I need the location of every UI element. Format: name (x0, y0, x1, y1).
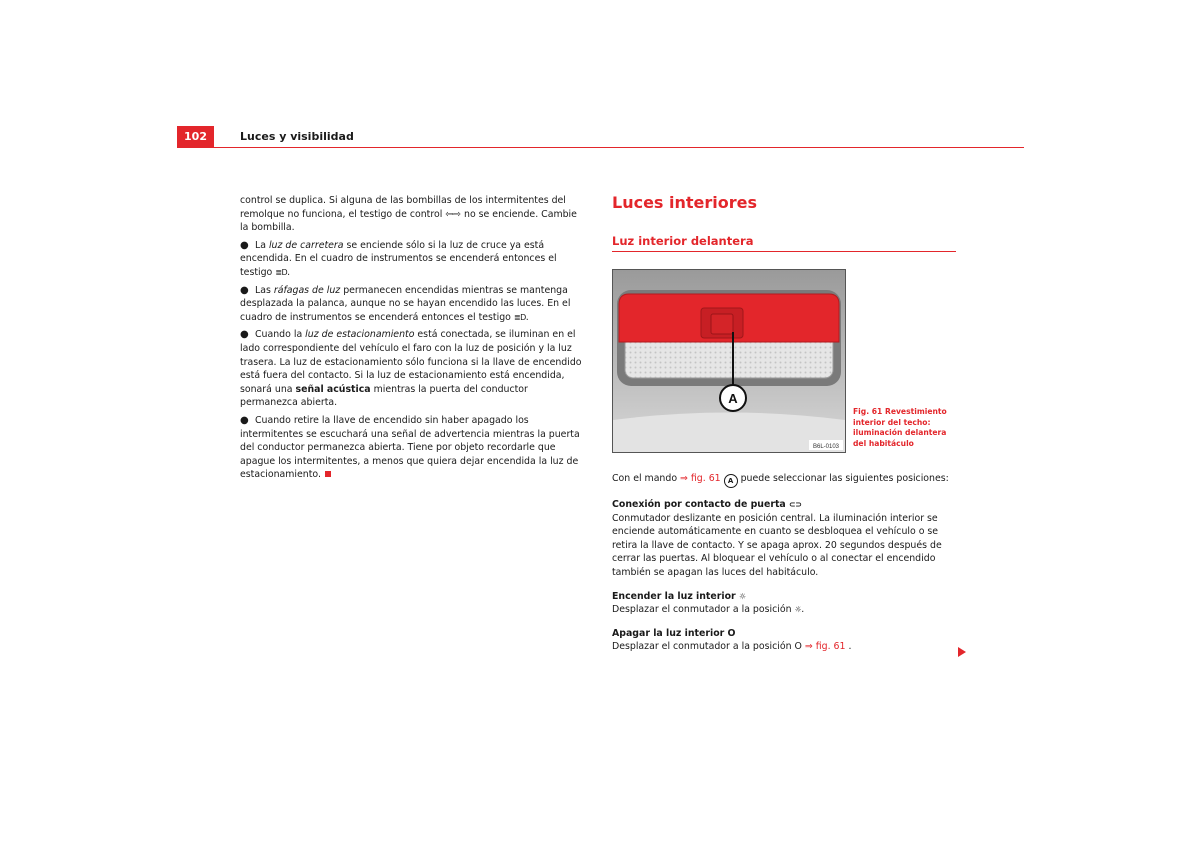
light-off-heading: Apagar la luz interior O (612, 627, 736, 639)
end-of-section-icon (325, 471, 331, 477)
right-column (612, 472, 957, 654)
door-contact-icon: ⊂⊃ (789, 500, 802, 509)
interior-light-illustration (613, 270, 845, 452)
light-on-paragraph: Desplazar el conmutador a la posición ☼. (612, 604, 805, 616)
header-title: Luces y visibilidad (240, 130, 354, 143)
figure-image (612, 269, 846, 453)
bullet-item: ● Cuando retire la llave de encendido sin haber apagado los intermitentes se escuchará una señal de advertencia mientras la puerta del conductor permanezca abierta. Tiene por objeto recordarle que apague los intermitentes, a menos que quiera dejar encendida la luz de estacionamiento. (240, 414, 580, 481)
figure-caption: Fig. 61 Revestimiento interior del techo: iluminación delantera del habitáculo (853, 407, 947, 448)
interior-light-icon: ☼ (794, 605, 802, 615)
door-contact-heading: Conexión por contacto de puerta ⊂⊃ (612, 499, 802, 510)
header-rule (177, 147, 1024, 148)
continue-arrow-icon (958, 647, 966, 657)
intro-paragraph: Con el mando ⇒ fig. 61 A puede seleccionar las siguientes posiciones: (612, 472, 957, 488)
bullet-item: ● Las ráfagas de luz permanecen encendidas mientras se mantenga desplazada la palanca, aunque no se hayan encendido las luces. En el cuadro de instrumentos se encenderá entonces el testigo ≣D. (240, 284, 571, 323)
bullet-icon: ● (240, 329, 249, 341)
bullet-item: ● La luz de carretera se enciende sólo si la luz de cruce ya está encendida. En el cuadro de instrumentos se encenderá entonces el testigo ≣D. (240, 239, 557, 278)
high-beam-icon: ≣D (275, 267, 288, 277)
intro-paragraph: control se duplica. Si alguna de las bombillas de los intermitentes del remolque no funciona, el testigo de control ⇦⇨ no se enciende. Cambie la bombilla. (240, 195, 577, 234)
door-contact-paragraph: Conmutador deslizante en posición central. La iluminación interior se enciende automáticamente en cuanto se desbloquea el vehículo o se retira la llave de contacto. Y se apaga aprox. 20 segundos después de cerrar las puertas. Al bloquear el vehículo o al conectar el encendido también se apagan las luces del habitáculo. (612, 512, 942, 578)
figure-reference-link[interactable]: ⇒ fig. 61 (680, 473, 721, 484)
subsection-rule (612, 251, 956, 252)
figure-code: B6L-0103 (812, 444, 840, 450)
light-off-paragraph: Desplazar el conmutador a la posición O ⇒ fig. 61 . (612, 641, 852, 653)
light-on-heading: Encender la luz interior ☼ (612, 590, 746, 602)
bullet-icon: ● (240, 284, 249, 296)
bullet-icon: ● (240, 239, 249, 251)
subsection-title: Luz interior delantera (612, 234, 754, 248)
high-beam-icon: ≣D (513, 312, 526, 322)
callout-a-icon: A (724, 474, 738, 488)
bullet-icon: ● (240, 414, 249, 426)
figure-callout-label: A (728, 391, 738, 406)
left-column (240, 194, 585, 486)
section-title: Luces interiores (612, 193, 758, 212)
page-header (177, 126, 1024, 150)
interior-light-icon: ☼ (738, 591, 746, 601)
figure-reference-link[interactable]: ⇒ fig. 61 (804, 641, 846, 653)
page-number: 102 (177, 126, 214, 148)
bullet-item: ● Cuando la luz de estacionamiento está conectada, se iluminan en el lado correspondiente del vehículo el faro con la luz de posición y la luz trasera. La luz de estacionamiento sólo funciona si la llave de encendido está fuera del contacto. Si la luz de estacionamiento está encendida, sonará una señal acústica mientras la puerta del conductor permanezca abierta. (240, 329, 582, 409)
